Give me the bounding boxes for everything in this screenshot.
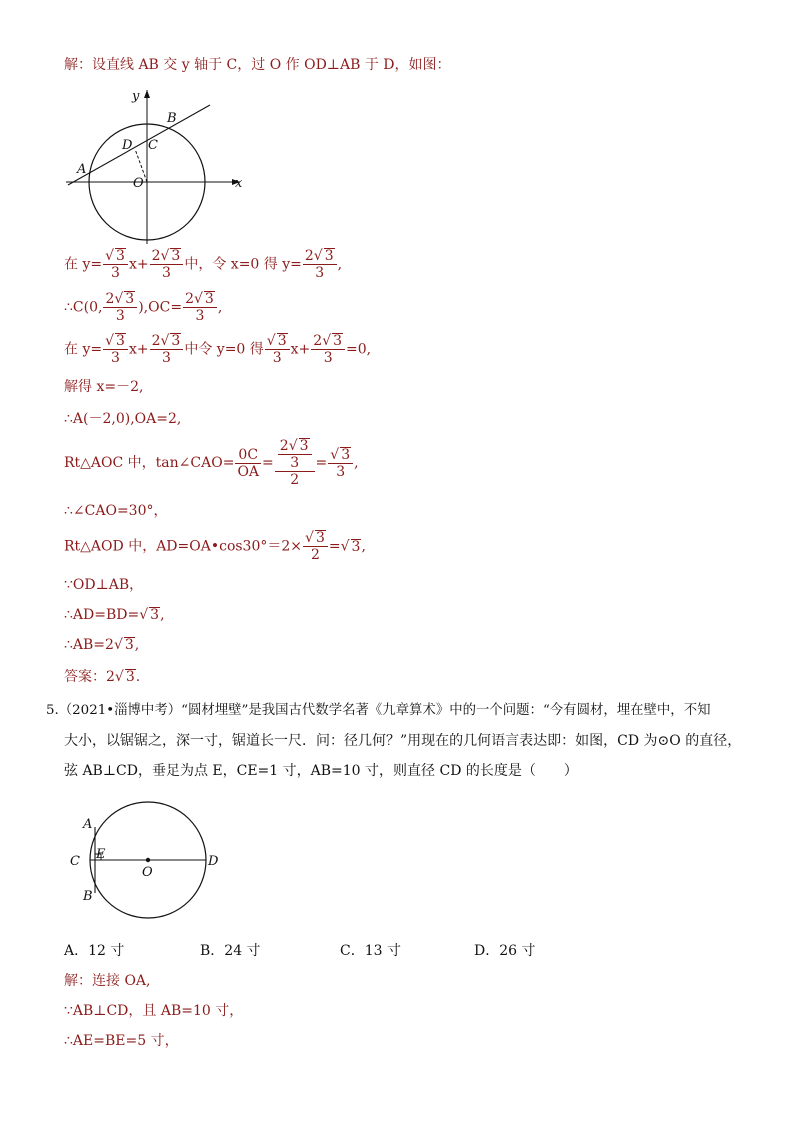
label-d: D <box>122 138 133 153</box>
label-d-2: D <box>208 854 219 869</box>
solution-line-11: ∴AB=2√ 3, <box>64 637 140 653</box>
label-b-2: B <box>83 889 93 904</box>
solution-line-5: ∴A(－2,0),OA=2, <box>64 411 182 427</box>
solution-line-4: 解得 x=－2, <box>64 379 144 395</box>
line-ab <box>68 105 210 185</box>
label-c-2: C <box>70 854 80 869</box>
option-c[interactable]: C．13 寸 <box>340 943 401 959</box>
label-c: C <box>148 138 158 153</box>
solution-line-9: ∵OD⊥AB， <box>64 577 144 593</box>
label-y: y <box>132 89 140 104</box>
solution-line-8: Rt△AOD 中，AD=OA•cos30°＝2× $\frac{√ 3}{2}$ =√ 3, <box>64 530 366 563</box>
label-o-2: O <box>142 865 153 880</box>
solution-line-10: ∴AD=BD=√ 3, <box>64 607 165 623</box>
label-a: A <box>77 162 87 177</box>
solution-5-line-2: ∵AB⊥CD，且 AB=10 寸， <box>64 1003 244 1019</box>
y-axis-arrow <box>144 90 150 98</box>
figure-circle-axes <box>60 86 260 244</box>
option-a[interactable]: A．12 寸 <box>64 943 125 959</box>
label-e-2: E <box>96 847 106 862</box>
label-x: x <box>235 176 243 191</box>
solution-line-1: 在 y= $\frac{√ 3}{3}$ x+ $\frac{2√ 3}{3}$ 中，令 x=0 得 y= $\frac{2√ 3}{3}$ , <box>64 248 343 281</box>
solution-line-2: ∴C(0, $\frac{2√ 3}{3}$ ),OC= $\frac{2√ 3}{3}$ , <box>64 291 223 324</box>
answer-line: 答案：2√ 3. <box>64 669 141 685</box>
figure-circle-chord <box>64 800 234 920</box>
option-b[interactable]: B．24 寸 <box>200 943 261 959</box>
problem-5-line-3: 弦 AB⊥CD，垂足为点 E，CE=1 寸，AB=10 寸，则直径 CD 的长度是（ ） <box>64 763 578 779</box>
solution-5-line-3: ∴AE=BE=5 寸， <box>64 1033 179 1049</box>
option-d[interactable]: D．26 寸 <box>474 943 536 959</box>
solution-5-line-1: 解：连接 OA, <box>64 973 151 989</box>
label-b: B <box>167 111 177 126</box>
center-point <box>146 858 150 862</box>
label-a-2: A <box>83 817 93 832</box>
problem-5-line-2: 大小，以锯锯之，深一寸，锯道长一尺．问：径几何？”用现在的几何语言表达即：如图，CD 为⊙O 的直径， <box>64 733 742 749</box>
solution-line-3: 在 y= $\frac{√ 3}{3}$ x+ $\frac{2√ 3}{3}$ 中令 y=0 得 $\frac{√ 3}{3}$ x+ $\frac{2√ 3}{3}$ =0, <box>64 333 372 366</box>
solution-line-7: ∴∠CAO=30°， <box>64 503 168 519</box>
label-o: O <box>133 176 144 191</box>
solution-line-6: Rt△AOC 中，tan∠CAO= $\frac{0C}{OA}$ = $\frac{\frac{2√ 3}{3}}{2}$ = $\frac{√ 3}{3}$ , <box>64 438 359 488</box>
problem-5-line-1: 5.（2021•淄博中考）“圆材埋壁”是我国古代数学名著《九章算术》中的一个问题：“今有圆材，埋在壁中，不知 <box>46 703 711 718</box>
solution-intro: 解：设直线 AB 交 y 轴于 C，过 O 作 OD⊥AB 于 D，如图： <box>64 57 451 73</box>
